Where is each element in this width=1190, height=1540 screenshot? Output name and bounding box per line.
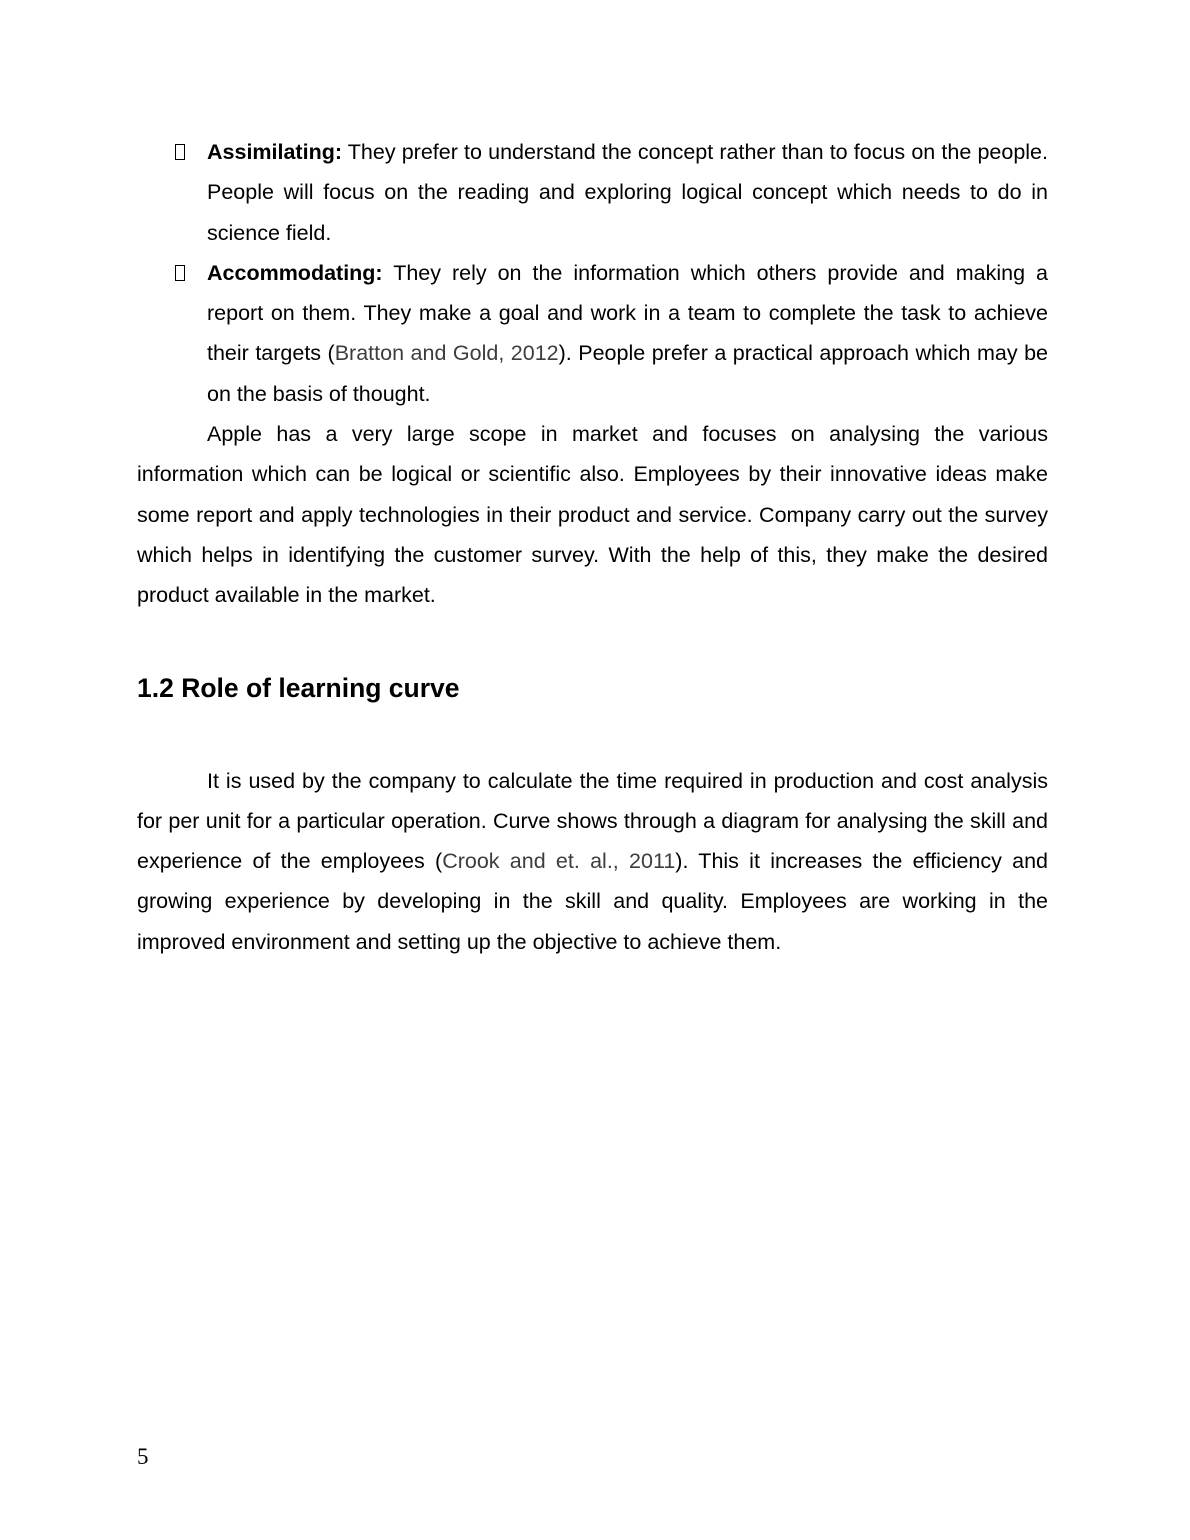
bullet-text-after: ). People prefer a practical approach which may be on the basis of thought. bbox=[207, 341, 1049, 406]
bullet-item-assimilating bbox=[137, 132, 1048, 253]
bullet-term: Accommodating: bbox=[207, 260, 383, 285]
bullet-item-accommodating bbox=[137, 253, 1048, 414]
paragraph-apple: Apple has a very large scope in market and focuses on analysing the various information which can be logical or scientific also. Employees by their innovative ideas make some report and apply technologies in their product and service. Company carry out the survey which helps in identifying the customer survey. With the help of this, they make the desired product available in the market. bbox=[137, 422, 1048, 608]
paragraph-learning-curve bbox=[137, 761, 1048, 962]
paragraph-text: It is used by the company to calculate the time required in production and cost analysis for per unit for a particular operation. Curve shows through a diagram for analysing the skill and experience of the employees ( bbox=[137, 768, 1048, 874]
bullet-box-icon bbox=[173, 253, 187, 293]
bullet-text: They rely on the information which others provide and making a report on them. They make a goal and work in a team to complete the task to achieve their targets ( bbox=[207, 260, 1048, 366]
bullet-term: Assimilating: bbox=[207, 140, 342, 164]
page-number: 5 bbox=[137, 1444, 149, 1469]
paragraph-text-after: ). This it increases the efficiency and growing experience by developing in the skill and quality. Employees are working in the improved environment and setting up the objective to achieve them. bbox=[137, 849, 1048, 954]
citation: Bratton and Gold, 2012 bbox=[334, 341, 559, 366]
citation: Crook and et. al., 2011 bbox=[442, 849, 676, 874]
bullet-text: They prefer to understand the concept rather than to focus on the people. People will focus on the reading and exploring logical concept which needs to do in science field. bbox=[207, 140, 1048, 245]
page-body bbox=[137, 132, 1048, 962]
bullet-box-icon bbox=[173, 132, 187, 172]
section-heading: 1.2 Role of learning curve bbox=[137, 672, 460, 703]
